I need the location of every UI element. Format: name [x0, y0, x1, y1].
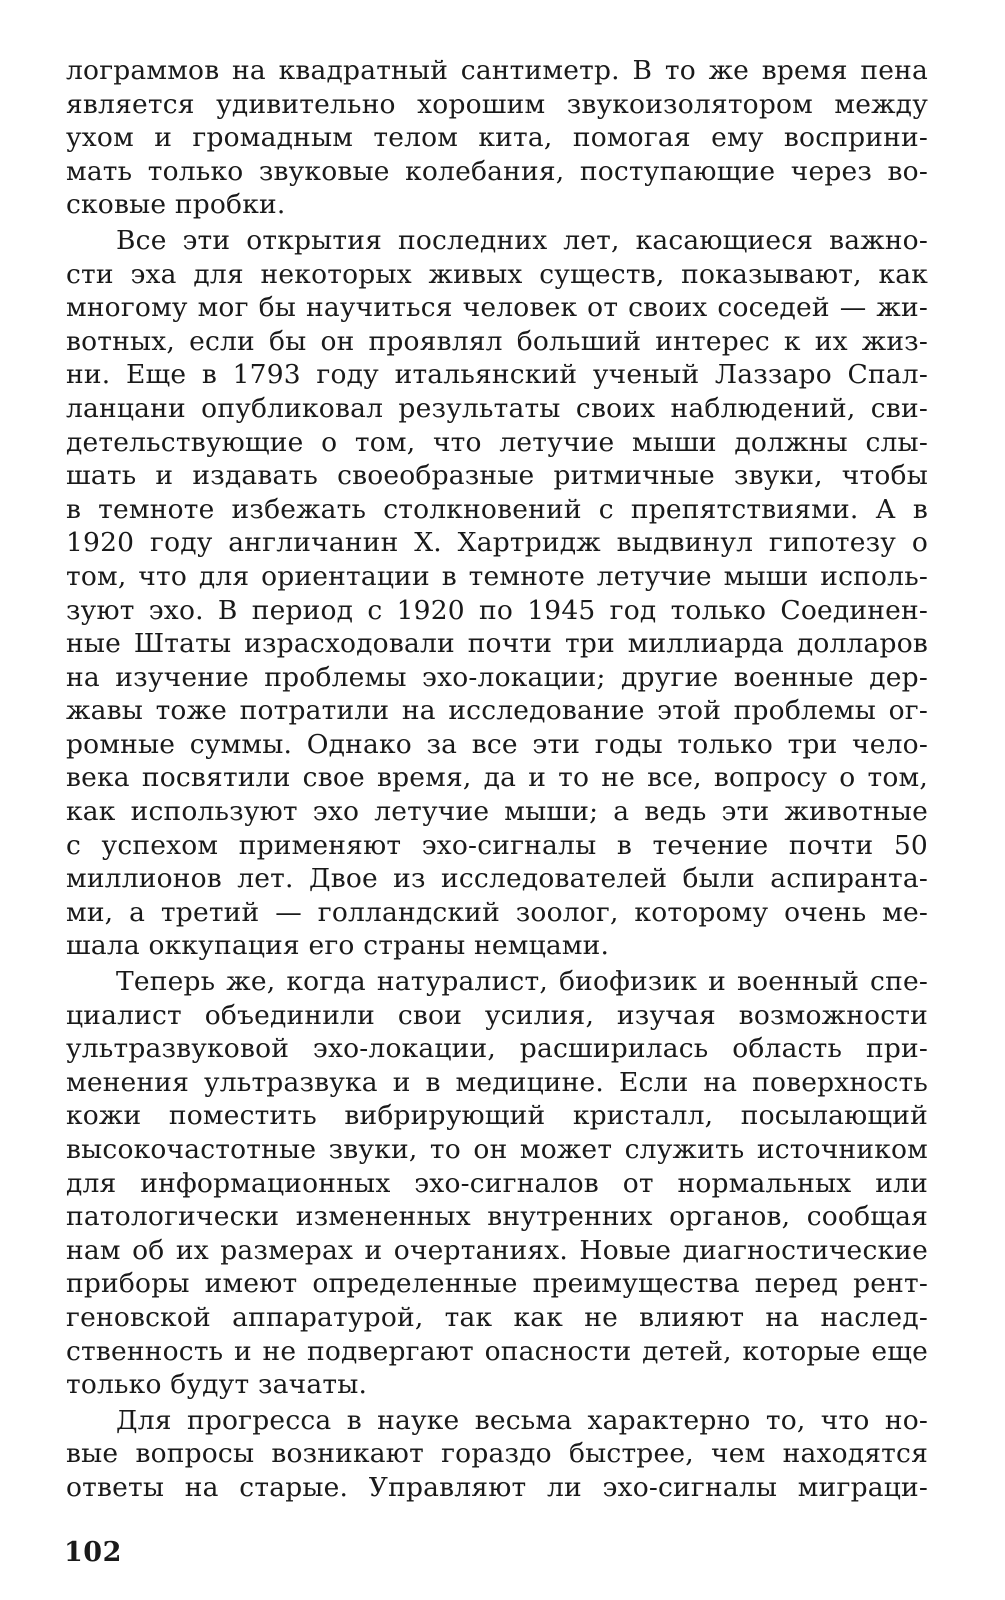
text-line: миллионов лет. Двое из исследователей были аспиранта- [66, 863, 928, 895]
text-line: циалист объединили свои усилия, изучая возможности [66, 999, 928, 1031]
text-line: ланцани опубликовал результаты своих наблюдений, сви- [66, 392, 928, 424]
text-line: Для прогресса в науке весьма характерно то, что но- [116, 1404, 928, 1436]
text-line: ни. Еще в 1793 году итальянский ученый Лаззаро Спал- [66, 359, 928, 391]
text-line: с успехом применяют эхо-сигналы в течение почти 50 [66, 829, 928, 861]
text-line: как используют эхо летучие мыши; а ведь эти животные [66, 796, 928, 828]
text-line: вотных, если бы он проявлял больший интерес к их жиз- [66, 325, 928, 357]
text-line: менения ультразвука и в медицине. Если на поверхность [66, 1066, 928, 1098]
text-line: ответы на старые. Управляют ли эхо-сигналы миграци- [66, 1471, 928, 1503]
text-line: кожи поместить вибрирующий кристалл, посылающий [66, 1100, 928, 1132]
text-line: ные Штаты израсходовали почти три миллиарда долларов [66, 628, 928, 660]
text-line: геновской аппаратурой, так как не влияют на наслед- [66, 1301, 928, 1333]
text-line: шать и издавать своеобразные ритмичные звуки, чтобы [66, 460, 928, 492]
text-line: ультразвуковой эхо-локации, расширилась область при- [66, 1033, 928, 1065]
text-line: ромные суммы. Однако за все эти годы только три чело- [66, 728, 928, 760]
text-line: для информационных эхо-сигналов от нормальных или [66, 1167, 928, 1199]
paragraph-4 [66, 1404, 928, 1505]
text-line: сти эха для некоторых живых существ, показывают, как [66, 258, 928, 290]
text-line: приборы имеют определенные преимущества перед рент- [66, 1268, 928, 1300]
text-line: ми, а третий — голландский зоолог, которому очень ме- [66, 896, 928, 928]
text-line: является удивительно хорошим звукоизолятором между [66, 88, 928, 120]
text-line: ственность и не подвергают опасности детей, которые еще [66, 1335, 928, 1367]
text-line: детельствующие о том, что летучие мыши должны слы- [66, 426, 928, 458]
text-line: 1920 году англичанин Х. Хартридж выдвинул гипотезу о [66, 527, 928, 559]
page-body [66, 54, 928, 1505]
text-line: века посвятили свое время, да и то не все, вопросу о том, [66, 762, 928, 794]
text-line: сковые пробки. [66, 189, 286, 221]
text-line: патологически измененных внутренних органов, сообщая [66, 1201, 928, 1233]
text-line: Все эти открытия последних лет, касающиеся важно- [116, 224, 928, 256]
text-line: ухом и громадным телом кита, помогая ему восприни- [66, 122, 928, 154]
text-line: лограммов на квадратный сантиметр. В то же время пена [66, 55, 928, 86]
paragraph-3 [66, 965, 928, 1402]
page-number: 102 [64, 1537, 122, 1568]
text-line: том, что для ориентации в темноте летучие мыши исполь- [66, 560, 928, 592]
text-line: зуют эхо. В период с 1920 по 1945 год только Соединен- [66, 594, 928, 626]
text-line: мать только звуковые колебания, поступающие через во- [66, 155, 928, 187]
text-line: Теперь же, когда натуралист, биофизик и военный спе- [116, 966, 928, 998]
text-line: только будут зачаты. [66, 1369, 368, 1401]
text-line: многому мог бы научиться человек от своих соседей — жи- [66, 292, 928, 324]
text-line: вые вопросы возникают гораздо быстрее, чем находятся [66, 1438, 928, 1470]
paragraph-2 [66, 224, 928, 963]
text-line: на изучение проблемы эхо-локации; другие военные дер- [66, 661, 928, 693]
text-line: высокочастотные звуки, то он может служить источником [66, 1134, 928, 1165]
text-line: в темноте избежать столкновений с препятствиями. А в [66, 493, 928, 525]
text-line: нам об их размерах и очертаниях. Новые диагностические [66, 1234, 928, 1266]
text-line: шала оккупация его страны немцами. [66, 930, 610, 962]
text-line: жавы тоже потратили на исследование этой проблемы ог- [66, 695, 928, 727]
paragraph-1 [66, 54, 928, 222]
